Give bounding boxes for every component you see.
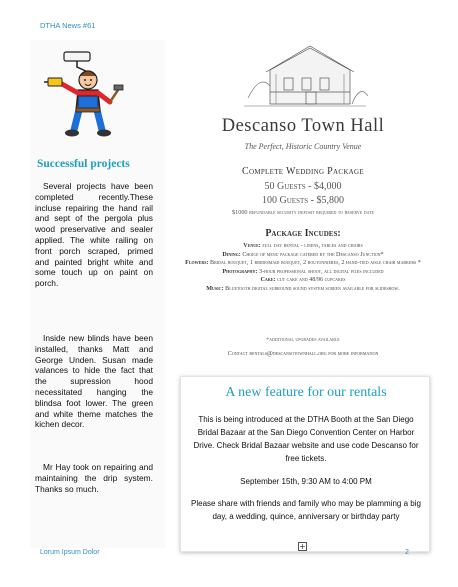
- include-item: Dining: Choice of menu package catered by the Descanso Junction*: [222, 251, 384, 258]
- body-paragraph: Inside new blinds have been installed, thanks Matt and George Unden. Susan made valances to hide the fact that the supression hood necessitated hanging the blindsa foot lower. The green and white theme matches the kichen decor.: [35, 333, 153, 430]
- body-paragraph: Mr Hay took on repairing and maintaining the drip system. Thanks so much.: [35, 462, 153, 494]
- feature-date: September 15th, 9:30 AM to 4:00 PM: [240, 477, 372, 486]
- handyman-mascot-icon: [44, 50, 124, 138]
- include-item: Photography: 3-hour professional shoot, all digital files included: [222, 268, 384, 275]
- price-50-guests: 50 Guests - $4,000: [264, 181, 342, 192]
- page-number: 2: [405, 549, 409, 556]
- includes-list: [178, 242, 428, 294]
- town-hall-drawing-icon: [240, 34, 370, 112]
- feature-body: This is being introduced at the DTHA Booth at the San Diego Bridal Bazaar at the San Diego Convention Center on Harbor Drive. Check Bridal Bazaar website and use code Descanso for free tickets.: [193, 415, 419, 463]
- package-title: Complete Wedding Package: [242, 166, 364, 177]
- flyer-title: Descanso Town Hall: [221, 116, 385, 136]
- includes-title: Package Incudes:: [265, 228, 341, 239]
- footer-left-text: Lorum Ipsum Dolor: [40, 549, 100, 556]
- section-heading: Successful projects: [37, 158, 130, 170]
- price-100-guests: 100 Guests - $5,800: [262, 195, 344, 206]
- include-item: Venue: full day rental - linens, tables and chairs: [243, 243, 363, 249]
- move-handle-icon[interactable]: +: [299, 542, 306, 551]
- wedding-flyer: [178, 32, 438, 362]
- contact-line: Contact rentals@descansotownhall.org for more information: [227, 350, 379, 357]
- body-paragraph: Several projects have been completed recently.These incluse repairing the hand rail and sept of the pergola plus wood preservative and sealer applied. The white railing on front porch scraped, primed and painted bright white and some touch up on paint on porch.: [35, 181, 153, 289]
- upgrades-note: *additional upgrades available: [266, 337, 340, 343]
- deposit-note: $1000 refundable security deposit required to reserve date: [232, 209, 374, 216]
- feature-share-text: Please share with friends and family who may be plamming a big day, a wedding, quince, anniversary or birthday party: [191, 499, 421, 521]
- include-item: Flowers: Bridal bouquet, 1 bridesmaid bouquet, 2 boutonnieres, 2 hand-tied aisle chair markers *: [185, 260, 421, 267]
- feature-title: A new feature for our rentals: [225, 385, 387, 400]
- newsletter-id: DTHA News #61: [40, 21, 96, 30]
- feature-textbox[interactable]: [180, 376, 430, 552]
- include-item: Music: Bluetooth digital surround sound system screen available for slideshow.: [206, 285, 400, 292]
- flyer-tagline: The Perfect, Historic Country Venue: [244, 142, 362, 151]
- include-item: Cake: cut cake and 48/96 cupcakes: [260, 277, 346, 284]
